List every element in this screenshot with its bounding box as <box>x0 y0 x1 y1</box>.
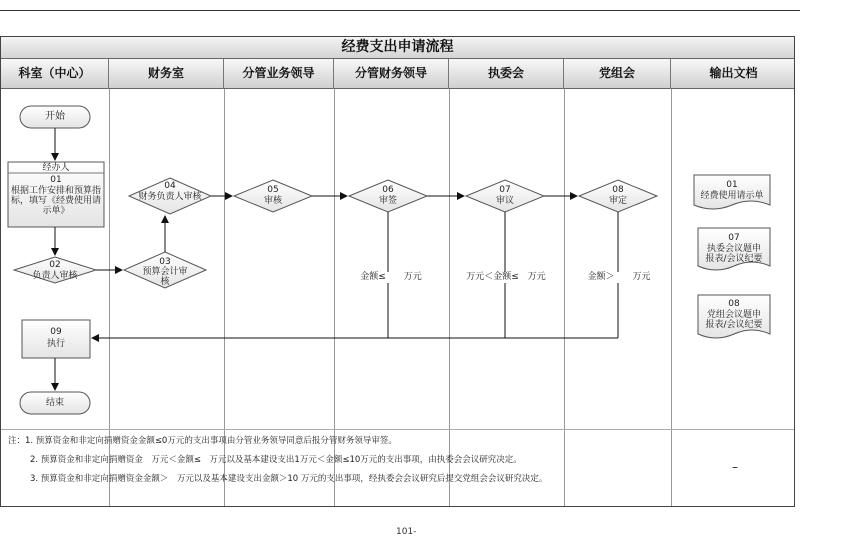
lane-header-executive-committee: 执委会 <box>449 59 564 89</box>
step06-number: 06 <box>382 185 394 195</box>
step01-role-label: 经办人 <box>42 163 70 173</box>
condition-08-label: 金额＞ 万元 <box>582 272 656 283</box>
step04-text: 财务负责人审核 <box>138 192 202 202</box>
step06-text: 审签 <box>378 196 397 206</box>
end-label: 结束 <box>45 398 64 408</box>
document-07-title: 执委会议题申报表/会议纪要 <box>705 244 763 264</box>
step09-number: 09 <box>50 327 62 337</box>
step03-text: 预算会计审核 <box>142 267 188 287</box>
lane-header-business-leader: 分管业务领导 <box>224 59 334 89</box>
lane-header-output-documents: 输出文档 <box>709 66 758 80</box>
doc-note-dash: – <box>732 460 738 474</box>
step07-number: 07 <box>499 185 511 195</box>
step01-number: 01 <box>50 175 62 185</box>
lane-header-department: 科室（中心） <box>1 59 109 89</box>
note-line-3: 3. 预算资金和非定向捐赠资金金额＞ 万元以及基本建设支出金额＞10 万元的支出事项，经执委会会议研究后提交党组会会议研究决定。 <box>30 474 548 484</box>
step09-text: 执行 <box>46 339 65 349</box>
step08-text: 审定 <box>608 196 627 206</box>
lane-header-party-committee: 党组会 <box>564 59 671 89</box>
document-01-number: 01 <box>726 180 738 190</box>
page-number: 101- <box>396 527 417 537</box>
flowchart-title: 经费支出申请流程 <box>1 37 794 59</box>
note-line-1: 注：1. 预算资金和非定向捐赠资金金额≤0万元的支出事项由分管业务领导同意后报分管财务领导审签。 <box>8 436 397 446</box>
step03-number: 03 <box>159 257 171 267</box>
step05-text: 审核 <box>263 196 282 206</box>
step04-number: 04 <box>164 181 176 191</box>
lane-header-finance-office: 财务室 <box>109 59 224 89</box>
document-01-title: 经费使用请示单 <box>700 191 764 201</box>
step02-number: 02 <box>49 260 61 270</box>
document-08-title: 党组会议题申报表/会议纪要 <box>705 310 763 330</box>
step07-text: 审议 <box>495 196 514 206</box>
lane-header-finance-leader: 分管财务领导 <box>334 59 449 89</box>
start-label: 开始 <box>45 111 65 122</box>
step02-text: 负责人审核 <box>32 271 78 281</box>
step08-number: 08 <box>612 185 624 195</box>
note-line-2: 2. 预算资金和非定向捐赠资金 万元＜金额≤ 万元以及基本建设支出1万元＜金额≤10万元的支出事项，由执委会会议研究决定。 <box>30 455 522 465</box>
condition-06-label: 金额≤ 万元 <box>352 272 430 283</box>
step01-text: 根据工作安排和预算指标，填写《经费使用请示单》 <box>10 186 101 216</box>
document-07-number: 07 <box>728 233 740 243</box>
step05-number: 05 <box>267 185 279 195</box>
document-08-number: 08 <box>728 299 740 309</box>
condition-07-label: 万元＜金额≤ 万元 <box>458 272 554 283</box>
